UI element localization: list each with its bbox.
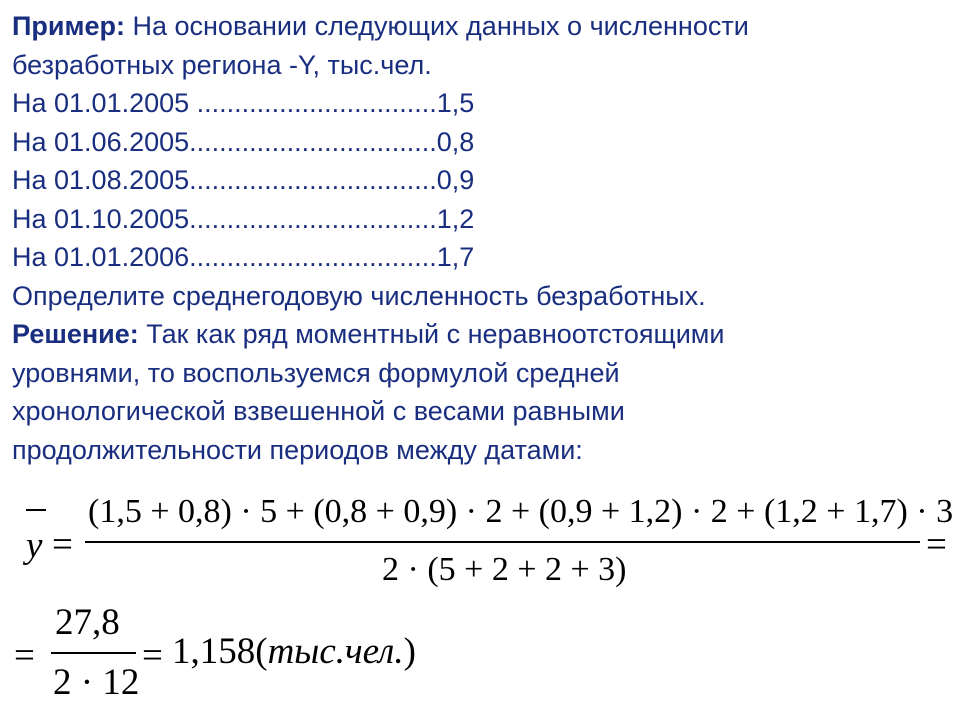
solution-line-2: уровнями, то воспользуемся формулой средней [12, 357, 620, 388]
task-line: Определите среднегодовую численность безработных. [12, 280, 706, 311]
y-bar-overline [26, 509, 46, 511]
data-row-3: На 01.08.2005.................................0,9 [12, 165, 475, 195]
solution-text-1: Так как ряд моментный с неравноотстоящими [138, 319, 725, 349]
solution-label: Решение: [12, 319, 139, 349]
solution-line-1 [12, 315, 952, 354]
solution-line-3: хронологической взвешенной с весами равными [12, 396, 625, 426]
result-numerator: 27,8 [55, 602, 120, 643]
solution-line-4: продолжительности периодов между датами: [12, 434, 583, 465]
formula-denominator: 2 · (5 + 2 + 2 + 3) [382, 551, 627, 588]
result-fraction-bar [51, 652, 136, 654]
data-row-1: На 01.01.2005 ................................1,5 [12, 88, 475, 118]
data-row-5: На 01.01.2006.................................1,7 [12, 242, 475, 272]
result-value-line [172, 633, 416, 670]
result-unit: тыс.чел. [267, 631, 404, 672]
example-line-2: безработных региона -Y, тыс.чел. [12, 49, 432, 80]
result-denominator: 2 · 12 [53, 662, 140, 703]
example-line-1 [12, 7, 952, 46]
data-row-4: На 01.10.2005.................................1,2 [12, 203, 475, 234]
formula-numerator: (1,5 + 0,8) · 5 + (0,8 + 0,9) · 2 + (0,9 + 1,2) · 2 + (1,2 + 1,7) · 3 [88, 493, 954, 530]
data-row-2: На 01.06.2005.................................0,8 [12, 126, 475, 157]
result-value: 1,158( [172, 631, 268, 672]
result-close: ) [403, 631, 416, 672]
result-equals-1: = [14, 635, 35, 676]
text-block [12, 7, 952, 469]
y-symbol: y [26, 525, 43, 566]
fraction-bar [85, 541, 920, 543]
formula-trailing-equals: = [926, 524, 947, 565]
result-equals-2: = [142, 635, 163, 676]
example-text-1: На основании следующих данных о численности [124, 11, 749, 41]
example-label: Пример: [12, 11, 125, 41]
formula-equals: = [52, 524, 73, 565]
